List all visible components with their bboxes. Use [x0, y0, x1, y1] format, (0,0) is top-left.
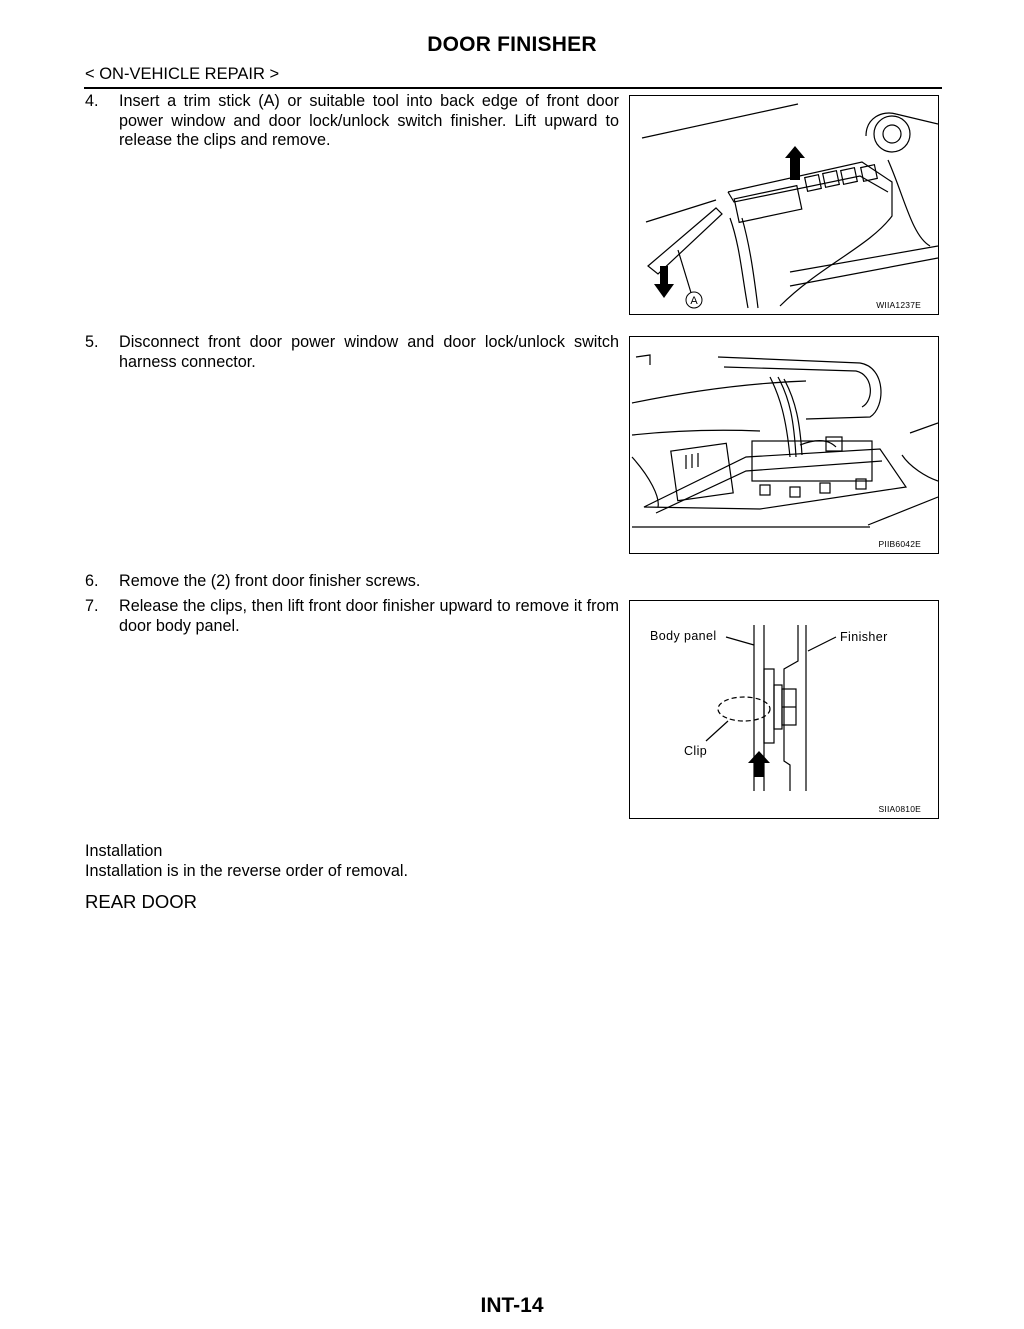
figure-code: SIIA0810E — [878, 804, 921, 814]
installation-heading: Installation — [85, 842, 163, 860]
figure-code: PIIB6042E — [878, 539, 921, 549]
step-5 — [85, 333, 619, 372]
step-number: 5. — [85, 333, 99, 351]
figure-label-a: A — [690, 295, 698, 307]
step-number: 6. — [85, 572, 99, 590]
label-clip: Clip — [684, 744, 708, 758]
label-body-panel: Body panel — [650, 629, 717, 643]
step-number: 4. — [85, 92, 99, 110]
switch-finisher-illustration — [630, 96, 938, 314]
step-7 — [85, 597, 619, 636]
figure-harness-connector — [629, 336, 939, 554]
step-4 — [85, 92, 619, 151]
step-6 — [85, 572, 619, 592]
figure-switch-finisher-removal — [629, 95, 939, 315]
figure-code: WIIA1237E — [876, 300, 921, 310]
clip-cross-section-illustration — [630, 601, 938, 818]
page-title: DOOR FINISHER — [427, 33, 597, 56]
header-rule — [84, 87, 942, 89]
label-finisher: Finisher — [840, 630, 888, 644]
figure-clip-diagram — [629, 600, 939, 819]
step-text: Insert a trim stick (A) or suitable tool into back edge of front door power window and door lock/unlock switch finisher. Lift upward to release the clips and remove. — [119, 92, 619, 149]
rear-door-heading: REAR DOOR — [85, 891, 198, 912]
section-header: < ON-VEHICLE REPAIR > — [85, 65, 280, 83]
page-number: INT-14 — [480, 1294, 544, 1317]
harness-connector-illustration — [630, 337, 938, 553]
step-text: Remove the (2) front door finisher screws. — [119, 572, 421, 590]
step-text: Release the clips, then lift front door finisher upward to remove it from door body panel. — [119, 597, 619, 635]
installation-text: Installation is in the reverse order of removal. — [85, 862, 408, 880]
step-number: 7. — [85, 597, 99, 615]
step-text: Disconnect front door power window and door lock/unlock switch harness connector. — [119, 333, 619, 371]
